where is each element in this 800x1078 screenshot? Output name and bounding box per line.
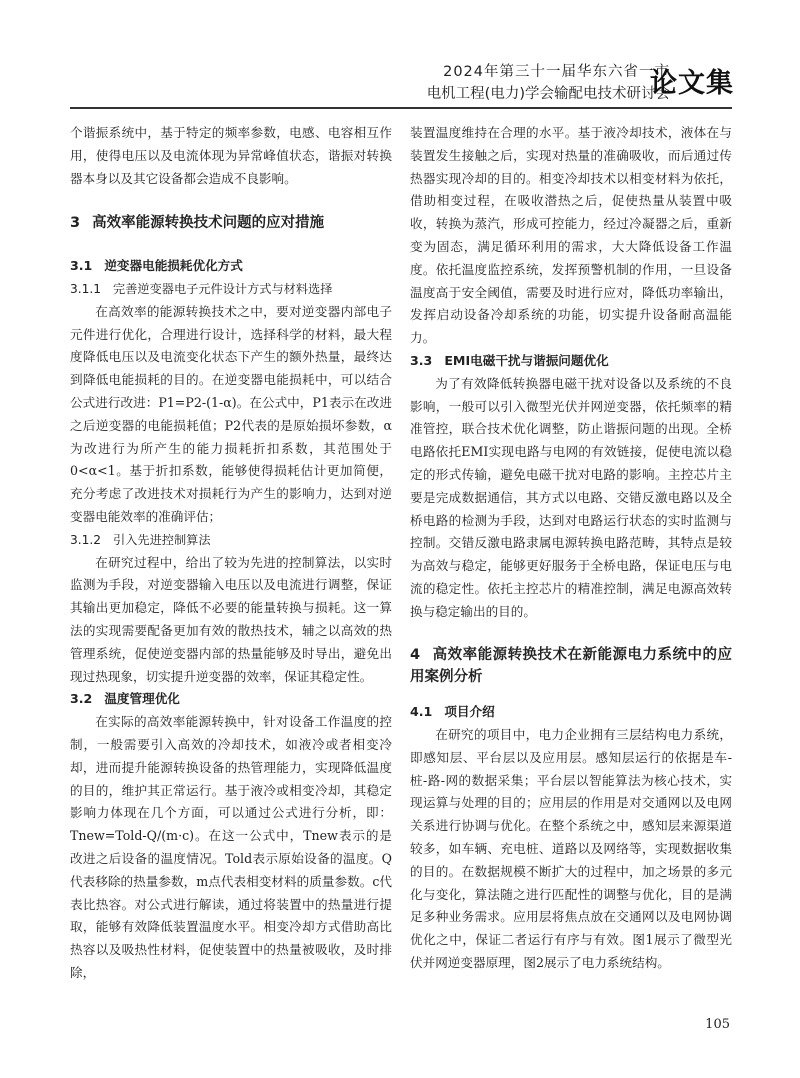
page-number: 105 [705,1017,730,1032]
section-title: 高效率能源转换技术问题的应对措施 [92,215,325,232]
section-title: 引入先进控制算法 [113,532,211,547]
section-title: 逆变器电能损耗优化方式 [104,258,243,274]
section-number: 3.1 [70,258,93,274]
section-number: 3.1.1 [70,281,102,296]
section-title: 完善逆变器电子元件设计方式与材料选择 [113,281,333,296]
paragraph-continued: 装置温度维持在合理的水平。基于液冷却技术，液体在与装置发生接触之后，实现对热量的准确吸收，而后通过传热器实现冷却的目的。相变冷却技术以相变材料为依托，借助相变过程，在吸收潜热之后，促使热量从装置中吸收，转换为蒸汽，形成可控能力，经过冷凝器之后，重新变为固态，满足循环利用的需求，大大降低设备工作温度。依托温度监控系统，发挥预警机制的作用，一旦设备温度高于安全阈值，需要及时进行应对，降低功率输出，发挥启动设备冷却系统的功能，切实提升设备耐高温能力。 [410,125,732,346]
section-3-heading [70,212,392,235]
paragraph-continued: 个谐振系统中，基于特定的频率参数，电感、电容相互作用，使得电压以及电流体现为异常峰值状态，谐振对转换器本身以及其它设备都会造成不良影响。 [70,125,392,186]
section-3-2-heading [70,688,392,711]
left-column [70,122,392,985]
section-3-3-heading [410,350,732,373]
page-header [0,0,800,106]
section-4-heading [410,644,732,690]
section-title: 温度管理优化 [104,691,180,707]
paragraph-3-2: 在实际的高效率能源转换中，针对设备工作温度的控制，一般需要引入高效的冷却技术，如液冷或者相变冷却，进而提升能源转换设备的热管理能力，实现降低温度的目的，维护其正常运行。基于液冷或相变冷却，其稳定影响力体现在几个方面，可以通过公式进行分析，即：Tnew=Told-Q/(m·c)。在这一公式中，Tnew表示的是改进之后设备的温度情况。Told表示原始设备的温度。Q代表移除的热量参数，m点代表相变材料的质量参数。c代表比热容。对公式进行解读，通过将装置中的热量进行提取，能够有效降低装置温度水平。相变冷却方式借助高比热容以及吸热性材料，促使装置中的热量被吸收，及时排除， [70,714,392,980]
paragraph-3-3: 为了有效降低转换器电磁干扰对设备以及系统的不良影响，一般可以引入微型光伏并网逆变器，依托频率的精准管控，联合技术优化调整，防止谐振问题的出现。全桥电路依托EMI实现电路与电网的有效链接，促使电流以稳定的形式传输，避免电磁干扰对电路的影响。主控芯片主要是完成数据通信，其方式以电路、交错反激电路以及全桥电路的检测为手段，达到对电路运行状态的实时监测与控制。交错反激电路隶属电源转换电路范畴，其特点是较为高效与稳定，能够更好服务于全桥电路，保证电压与电流的稳定性。依托主控芯片的精准控制，满足电源高效转换与稳定输出的目的。 [410,375,732,619]
paragraph-3-1-1: 在高效率的能源转换技术之中，要对逆变器内部电子元件进行优化，合理进行设计，选择科学的材料，最大程度降低电压以及电流变化状态下产生的额外热量，最终达到降低电能损耗的目的。在逆变器电能损耗中，可以结合公式进行改进：P1=P2-(1-α)。在公式中，P1表示在改进之后逆变器的电能损耗值；P2代表的是原始损坏参数，α为改进行为所产生的能力损耗折扣系数，其范围处于0<α<1。基于折扣系数，能够使得损耗估计更加简便，充分考虑了改进技术对损耗行为产生的影响力，达到对逆变器电能效率的准确评估； [70,303,392,524]
section-number: 3.3 [410,352,433,368]
paragraph-4-1: 在研究的项目中，电力企业拥有三层结构电力系统，即感知层、平台层以及应用层。感知层运行的依据是车-桩-路-网的数据采集；平台层以智能算法为核心技术，实现运算与处理的目的；应用层的作用是对交通网以及电网关系进行协调与优化。在整个系统之中，感知层来源渠道较多，如车辆、充电桩、道路以及网络等，实现数据收集的目的。在数据规模不断扩大的过程中，加之场景的多元化与变化，算法随之进行匹配性的调整与优化，目的是满足多种业务需求。应用层将焦点放在交通网以及电网协调优化之中，保证二者运行有序与有效。图1展示了微型光伏并网逆变器原理，图2展示了电力系统结构。 [410,726,732,970]
section-number: 4 [410,646,421,663]
section-title: 项目介绍 [444,704,495,720]
section-number: 4.1 [410,704,433,720]
paragraph-3-1-2: 在研究过程中，给出了较为先进的控制算法，以实时监测为手段，对逆变器输入电压以及电流进行调整，保证其输出更加稳定，降低不必要的能量转换与损耗。这一算法的实现需要配备更加有效的散热技术，辅之以高效的热管理系统，促使逆变器内部的热量能够及时导出，避免出现过热现象，切实提升逆变器的效率，保证其稳定性。 [70,554,392,684]
section-3-1-1-heading [70,278,392,301]
proceedings-label: 论文集 [650,68,734,99]
section-4-1-heading [410,701,732,724]
section-title: EMI电磁干扰与谐振问题优化 [444,352,609,368]
section-number: 3.1.2 [70,532,102,547]
section-title: 高效率能源转换技术在新能源电力系统中的应用案例分析 [410,646,732,686]
section-3-1-2-heading [70,529,392,552]
conference-title-line1: 2024年第三十一届华东六省一市 [443,64,670,80]
right-column [410,122,732,975]
header-divider [70,107,732,109]
section-3-1-heading [70,255,392,278]
conference-title-line2: 电机工程(电力)学会输配电技术研讨会 [426,86,670,102]
section-number: 3.2 [70,691,93,707]
section-number: 3 [70,215,81,232]
